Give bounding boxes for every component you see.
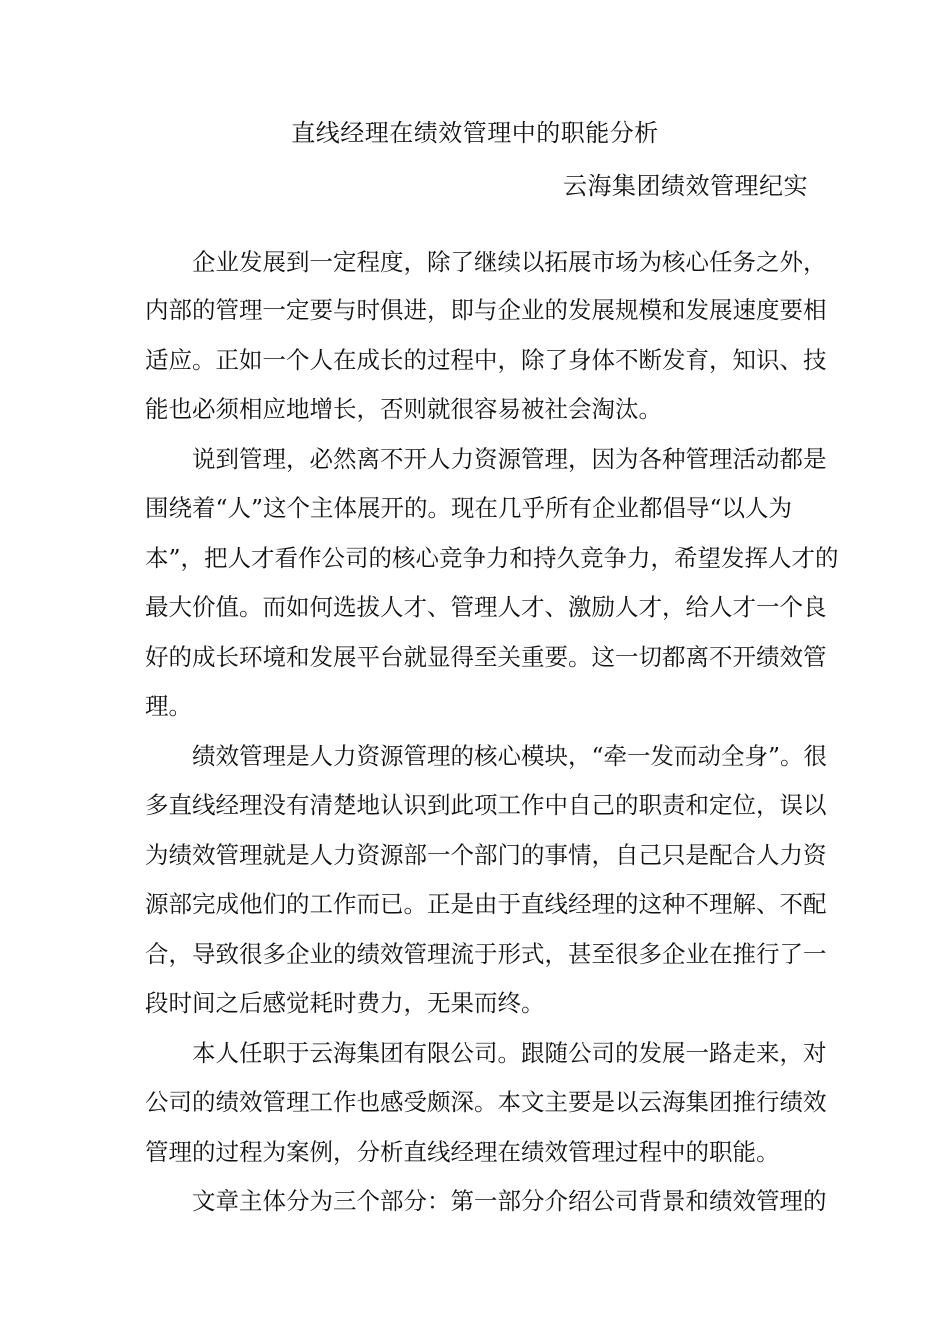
paragraph-line: 段时间之后感觉耗时费力，无果而终。 xyxy=(145,989,545,1017)
paragraph-line: 能也必须相应地增长，否则就很容易被社会淘汰。 xyxy=(145,395,662,423)
paragraph-line: 多直线经理没有清楚地认识到此项工作中自己的职责和定位，误以 xyxy=(145,791,827,819)
paragraph-line: 本人任职于云海集团有限公司。跟随公司的发展一路走来，对 xyxy=(192,1039,827,1067)
paragraph-line: 最大价值。而如何选拔人才、管理人才、激励人才，给人才一个良 xyxy=(145,593,827,621)
paragraph-line: 公司的绩效管理工作也感受颇深。本文主要是以云海集团推行绩效 xyxy=(145,1088,827,1116)
paragraph-line: 本”，把人才看作公司的核心竞争力和持久竞争力，希望发挥人才的 xyxy=(145,544,839,572)
paragraph-line: 源部完成他们的工作而已。正是由于直线经理的这种不理解、不配 xyxy=(145,890,827,918)
paragraph-line: 合，导致很多企业的绩效管理流于形式，甚至很多企业在推行了一 xyxy=(145,940,827,968)
paragraph-line: 企业发展到一定程度，除了继续以拓展市场为核心任务之外， xyxy=(192,248,827,276)
paragraph-line: 适应。正如一个人在成长的过程中，除了身体不断发育，知识、技 xyxy=(145,346,827,374)
document-subtitle: 云海集团绩效管理纪实 xyxy=(563,172,808,200)
paragraph-line: 文章主体分为三个部分：第一部分介绍公司背景和绩效管理的 xyxy=(192,1187,827,1215)
paragraph-line: 绩效管理是人力资源管理的核心模块，“牵一发而动全身”。很 xyxy=(192,742,828,770)
paragraph-line: 围绕着“人”这个主体展开的。现在几乎所有企业都倡导“以人为 xyxy=(145,494,793,522)
paragraph-line: 为绩效管理就是人力资源部一个部门的事情，自己只是配合人力资 xyxy=(145,841,827,869)
paragraph-line: 好的成长环境和发展平台就显得至关重要。这一切都离不开绩效管 xyxy=(145,643,827,671)
paragraph-line: 说到管理，必然离不开人力资源管理，因为各种管理活动都是 xyxy=(192,445,827,473)
document-title: 直线经理在绩效管理中的职能分析 xyxy=(291,119,659,147)
paragraph-line: 理。 xyxy=(145,692,192,720)
paragraph-line: 内部的管理一定要与时俱进，即与企业的发展规模和发展速度要相 xyxy=(145,296,827,324)
paragraph-line: 管理的过程为案例，分析直线经理在绩效管理过程中的职能。 xyxy=(145,1138,780,1166)
